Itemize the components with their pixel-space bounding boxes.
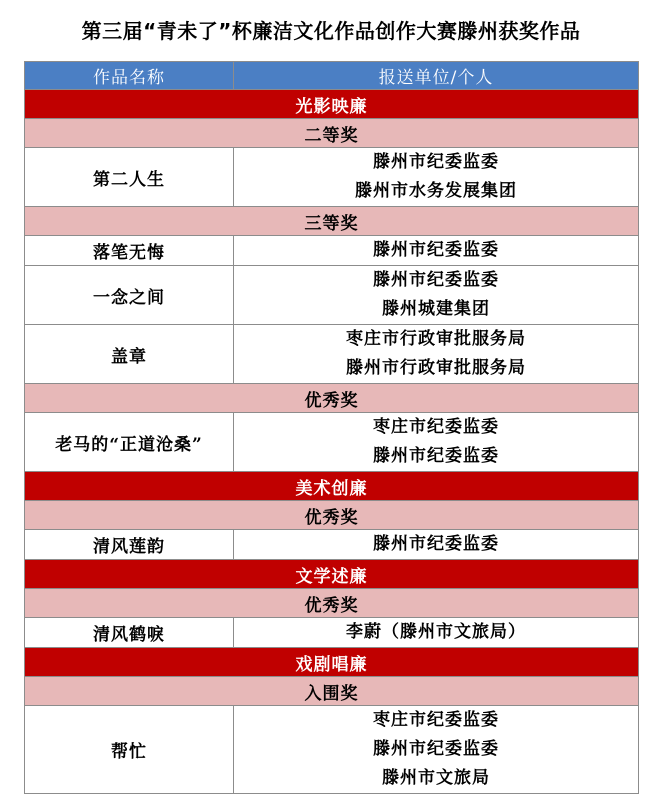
work-name: 一念之间: [25, 266, 234, 325]
work-name: 帮忙: [25, 706, 234, 794]
category-label: 美术创廉: [25, 472, 639, 501]
unit-name: 枣庄市纪委监委: [373, 417, 499, 437]
unit-name: 滕州市纪委监委: [373, 446, 499, 466]
category-label: 文学述廉: [25, 560, 639, 589]
unit-name: 滕州市纪委监委: [373, 270, 499, 290]
table-row: [25, 325, 639, 384]
category-row: [25, 560, 639, 589]
unit-name: 滕州市文旅局: [382, 768, 490, 788]
work-name: 老马的“正道沧桑”: [25, 413, 234, 472]
prize-row: [25, 119, 639, 148]
unit-name: 李蔚（滕州市文旅局）: [346, 622, 526, 642]
prize-row: [25, 589, 639, 618]
category-row: [25, 648, 639, 677]
table-row: [25, 618, 639, 648]
prize-row: [25, 384, 639, 413]
table-row: [25, 706, 639, 794]
unit-cell: [234, 706, 639, 794]
prize-row: [25, 677, 639, 706]
unit-name: 枣庄市行政审批服务局: [346, 329, 526, 349]
prize-label: 二等奖: [25, 119, 639, 148]
table-body: [25, 90, 639, 794]
unit-name: 滕州市纪委监委: [373, 240, 499, 260]
unit-cell: [234, 236, 639, 266]
unit-name: 滕州市纪委监委: [373, 152, 499, 172]
unit-name: 滕州城建集团: [382, 299, 490, 319]
unit-cell: [234, 413, 639, 472]
table-row: [25, 266, 639, 325]
unit-cell: [234, 325, 639, 384]
prize-label: 优秀奖: [25, 589, 639, 618]
category-label: 光影映廉: [25, 90, 639, 119]
table-header: [25, 62, 639, 90]
table-row: [25, 236, 639, 266]
unit-name: 枣庄市纪委监委: [373, 710, 499, 730]
prize-row: [25, 207, 639, 236]
table-row: [25, 530, 639, 560]
work-name: 第二人生: [25, 148, 234, 207]
category-row: [25, 472, 639, 501]
work-name: 清风莲韵: [25, 530, 234, 560]
work-name: 落笔无悔: [25, 236, 234, 266]
unit-cell: [234, 618, 639, 648]
category-row: [25, 90, 639, 119]
unit-cell: [234, 148, 639, 207]
prize-label: 优秀奖: [25, 501, 639, 530]
table-row: [25, 413, 639, 472]
prize-label: 入围奖: [25, 677, 639, 706]
category-label: 戏剧唱廉: [25, 648, 639, 677]
prize-label: 三等奖: [25, 207, 639, 236]
unit-cell: [234, 266, 639, 325]
unit-cell: [234, 530, 639, 560]
work-name: 盖章: [25, 325, 234, 384]
prize-row: [25, 501, 639, 530]
unit-name: 滕州市纪委监委: [373, 534, 499, 554]
prize-label: 优秀奖: [25, 384, 639, 413]
header-work-name: 作品名称: [25, 62, 234, 90]
awards-table: [24, 61, 639, 794]
header-unit: 报送单位/个人: [234, 62, 639, 90]
work-name: 清风鹤唳: [25, 618, 234, 648]
page-title: 第三届“青未了”杯廉洁文化作品创作大赛滕州获奖作品: [81, 19, 581, 43]
unit-name: 滕州市水务发展集团: [355, 181, 517, 201]
table-row: [25, 148, 639, 207]
unit-name: 滕州市行政审批服务局: [346, 358, 526, 378]
unit-name: 滕州市纪委监委: [373, 739, 499, 759]
